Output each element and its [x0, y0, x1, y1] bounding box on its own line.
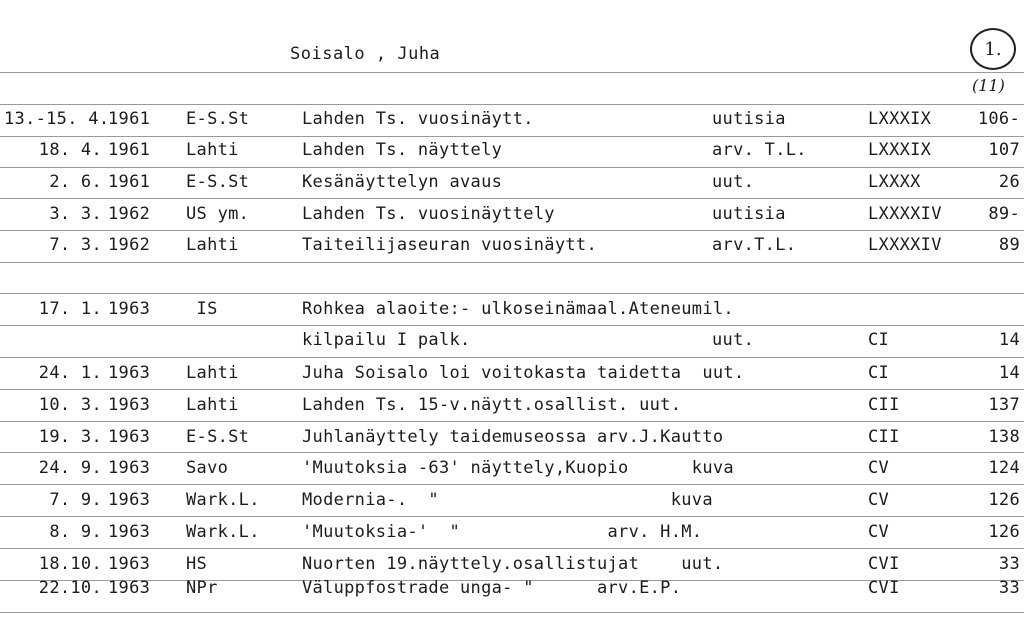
entry-date: 18.10. [38, 554, 102, 574]
entry-year: 1961 [108, 109, 151, 129]
entry-page: 33 [998, 554, 1020, 574]
entry-source: Lahti [186, 395, 239, 415]
entry-title: Väluppfostrade unga- " arv.E.P. [302, 578, 682, 598]
entry-title: 'Muutoksia -63' näyttely,Kuopio kuva [302, 458, 734, 478]
entry-date: 10. 3. [38, 395, 102, 415]
entry-kind: arv. T.L. [712, 140, 807, 160]
entry-source: Wark.L. [186, 522, 260, 542]
entry-source: Wark.L. [186, 490, 260, 510]
entry-source: US ym. [186, 204, 250, 224]
entry-date: 8. 9. [49, 522, 102, 542]
card-title: Soisalo , Juha [290, 44, 441, 64]
entry-date: 13.-15. 4. [4, 109, 110, 129]
entry-page: 26 [998, 172, 1020, 192]
entry-source: E-S.St [186, 427, 250, 447]
entry-date: 3. 3. [49, 204, 102, 224]
entry-date: 22.10. [38, 578, 102, 598]
entry-kind: uut. [712, 330, 755, 350]
entry-date: 7. 9. [49, 490, 102, 510]
entry-page: 14 [998, 363, 1020, 383]
entry-volume: CII [868, 395, 900, 415]
entry-title: Lahden Ts. vuosinäytt. [302, 109, 534, 129]
entry-date: 18. 4. [38, 140, 102, 160]
entry-volume: LXXXIX [868, 109, 932, 129]
entry-row [0, 426, 1024, 454]
entry-title: Kesänäyttelyn avaus [302, 172, 503, 192]
entry-row [0, 298, 1024, 326]
entry-kind: uutisia [712, 109, 786, 129]
entry-year: 1961 [108, 140, 151, 160]
entry-page: 14 [998, 330, 1020, 350]
entry-year: 1963 [108, 299, 151, 319]
entry-volume: LXXXXIV [868, 204, 942, 224]
entry-date: 7. 3. [49, 235, 102, 255]
entry-title: Lahden Ts. vuosinäyttely [302, 204, 555, 224]
entry-page: 126 [988, 522, 1020, 542]
entry-page: 137 [988, 395, 1020, 415]
entry-row [0, 362, 1024, 390]
entry-row [0, 521, 1024, 549]
entry-year: 1962 [108, 235, 151, 255]
entry-row [0, 329, 1024, 357]
entry-row [0, 234, 1024, 262]
rule-line [0, 357, 1024, 358]
entry-volume: CI [868, 363, 890, 383]
entry-year: 1963 [108, 363, 151, 383]
entry-volume: CV [868, 490, 890, 510]
entry-page: 89- [988, 204, 1020, 224]
entry-date: 24. 1. [38, 363, 102, 383]
entry-source: Savo [186, 458, 229, 478]
entry-year: 1963 [108, 395, 151, 415]
entry-volume: LXXXIX [868, 140, 932, 160]
entry-source: E-S.St [186, 172, 250, 192]
entry-volume: CV [868, 522, 890, 542]
entry-volume: CV [868, 458, 890, 478]
entry-year: 1962 [108, 204, 151, 224]
entry-page: 126 [988, 490, 1020, 510]
entry-row [0, 489, 1024, 517]
entry-year: 1963 [108, 578, 151, 598]
entry-volume: CVI [868, 578, 900, 598]
entry-row [0, 171, 1024, 199]
entry-row [0, 577, 1024, 605]
sheet-number: (11) [972, 76, 1005, 95]
entry-title: Juhlanäyttely taidemuseossa arv.J.Kautto [302, 427, 724, 447]
entry-source: NPr [186, 578, 218, 598]
entry-kind: uut. [712, 172, 755, 192]
entry-kind: uutisia [712, 204, 786, 224]
entry-volume: LXXXX [868, 172, 921, 192]
rule-line [0, 104, 1024, 105]
entry-page: 89 [998, 235, 1020, 255]
entry-year: 1963 [108, 554, 151, 574]
entry-title: Taiteilijaseuran vuosinäytt. [302, 235, 597, 255]
entry-volume: CII [868, 427, 900, 447]
entry-row [0, 203, 1024, 231]
entry-title: Nuorten 19.näyttely.osallistujat uut. [302, 554, 724, 574]
entry-date: 17. 1. [38, 299, 102, 319]
entry-title: Lahden Ts. 15-v.näytt.osallist. uut. [302, 395, 682, 415]
entry-date: 2. 6. [49, 172, 102, 192]
card-number-stamp [970, 28, 1016, 70]
entry-source: Lahti [186, 140, 239, 160]
entry-title: Modernia-. " kuva [302, 490, 713, 510]
entry-year: 1963 [108, 458, 151, 478]
entry-page: 107 [988, 140, 1020, 160]
entry-row [0, 108, 1024, 136]
entry-title: Lahden Ts. näyttely [302, 140, 503, 160]
entry-title: Rohkea alaoite:- ulkoseinämaal.Ateneumil. [302, 299, 734, 319]
entry-date: 24. 9. [38, 458, 102, 478]
entry-volume: CI [868, 330, 890, 350]
rule-line [0, 612, 1024, 613]
entry-year: 1961 [108, 172, 151, 192]
entry-source: IS [186, 299, 218, 319]
entry-volume: LXXXXIV [868, 235, 942, 255]
entry-source: HS [186, 554, 208, 574]
entry-title: Juha Soisalo loi voitokasta taidetta uut. [302, 363, 745, 383]
entry-year: 1963 [108, 522, 151, 542]
entry-kind: arv.T.L. [712, 235, 797, 255]
entry-title: kilpailu I palk. [302, 330, 471, 350]
rule-line [0, 72, 1024, 73]
rule-line [0, 136, 1024, 137]
entry-source: Lahti [186, 363, 239, 383]
entry-date: 19. 3. [38, 427, 102, 447]
entry-year: 1963 [108, 427, 151, 447]
entry-source: Lahti [186, 235, 239, 255]
entry-page: 138 [988, 427, 1020, 447]
entry-row [0, 394, 1024, 422]
entry-title: 'Muutoksia-' " arv. H.M. [302, 522, 703, 542]
entry-page: 124 [988, 458, 1020, 478]
card-number: 1. [984, 38, 1002, 60]
entry-year: 1963 [108, 490, 151, 510]
rule-line [0, 167, 1024, 168]
rule-line [0, 262, 1024, 263]
entry-row [0, 139, 1024, 167]
entry-row [0, 457, 1024, 485]
entry-volume: CVI [868, 554, 900, 574]
entry-page: 106- [977, 109, 1020, 129]
rule-line [0, 293, 1024, 294]
entry-page: 33 [998, 578, 1020, 598]
entry-source: E-S.St [186, 109, 250, 129]
